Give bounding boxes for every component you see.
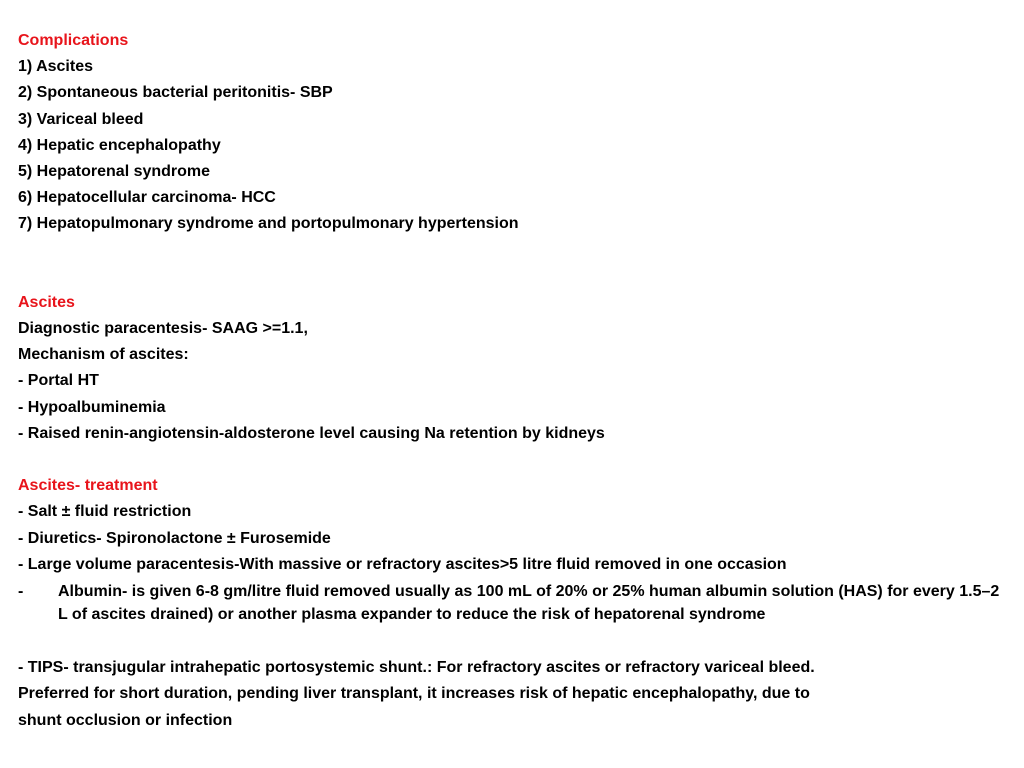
complication-item: 6) Hepatocellular carcinoma- HCC: [18, 189, 276, 207]
complication-item: 4) Hepatic encephalopathy: [18, 136, 221, 154]
bullet-dash: -: [18, 582, 24, 600]
treatment-line: - Diuretics- Spironolactone ± Furosemide: [18, 529, 331, 547]
complication-item: 5) Hepatorenal syndrome: [18, 162, 211, 180]
complication-item: 2) Spontaneous bacterial peritonitis- SBP: [18, 84, 333, 102]
complication-item: 7) Hepatopulmonary syndrome and portopulmonary hypertension: [18, 215, 519, 233]
spacer: [18, 447, 1008, 473]
ascites-line: - Portal HT: [18, 372, 99, 390]
ascites-line: - Raised renin-angiotensin-aldosterone level causing Na retention by kidneys: [18, 424, 605, 442]
spacer: [18, 238, 1008, 290]
tips-line: shunt occlusion or infection: [18, 711, 233, 729]
ascites-line: Diagnostic paracentesis- SAAG >=1.1,: [18, 320, 308, 338]
complication-item: 1) Ascites: [18, 58, 93, 76]
tips-line: Preferred for short duration, pending liver transplant, it increases risk of hepatic encephalopathy, due to: [18, 685, 810, 703]
albumin-bullet: [18, 580, 1008, 627]
treatment-line: - Salt ± fluid restriction: [18, 503, 192, 521]
treatment-heading: Ascites- treatment: [18, 477, 158, 495]
ascites-line: Mechanism of ascites:: [18, 346, 189, 364]
ascites-heading: Ascites: [18, 293, 75, 311]
albumin-text: Albumin- is given 6-8 gm/litre fluid removed usually as 100 mL of 20% or 25% human albumin solution (HAS) for every 1.5–2 L of ascites drained) or another plasma expander to reduce the risk of hepatorenal syndrome: [58, 582, 1000, 624]
spacer: [18, 629, 1008, 655]
treatment-line: - Large volume paracentesis-With massive or refractory ascites>5 litre fluid removed in one occasion: [18, 555, 787, 573]
complications-heading: Complications: [18, 32, 129, 49]
ascites-line: - Hypoalbuminemia: [18, 398, 166, 416]
slide-content: [18, 28, 1008, 734]
tips-line: - TIPS- transjugular intrahepatic portosystemic shunt.: For refractory ascites or refractory variceal bleed.: [18, 659, 815, 677]
complication-item: 3) Variceal bleed: [18, 110, 144, 128]
